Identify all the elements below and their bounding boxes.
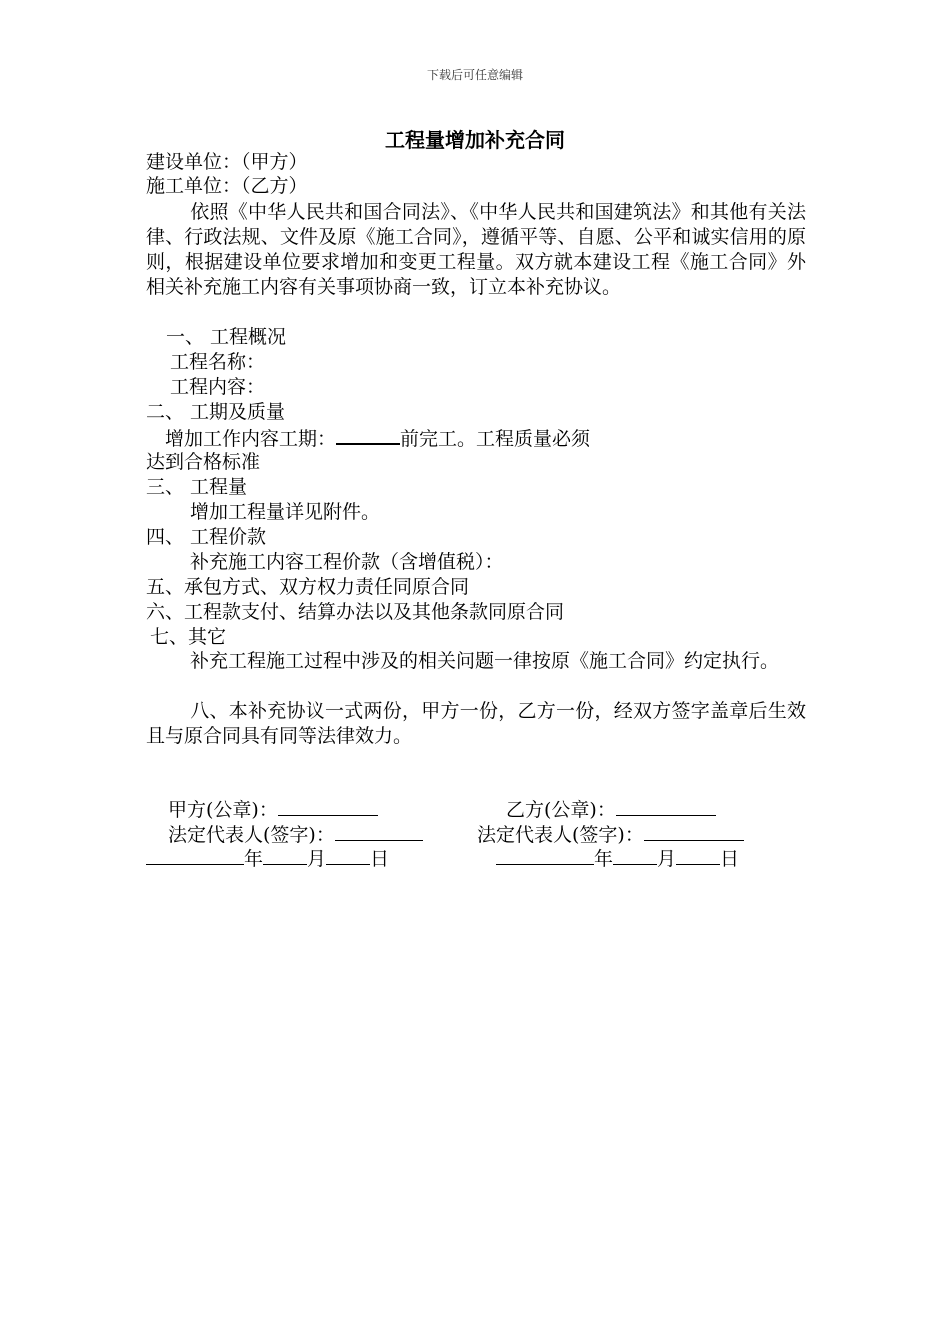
party-a-rep-blank [335,822,423,841]
schedule-label-tail: 前完工。工程质量必须 [400,428,591,450]
party-a-month-label: 月 [307,848,327,870]
party-b-rep-blank [644,822,744,841]
party-a-line: 建设单位：（甲方） [146,151,308,173]
section-7-body [146,649,806,674]
party-a-day-blank [326,846,370,865]
quality-standard: 达到合格标准 [146,451,261,473]
deadline-blank [336,425,400,445]
party-b-seal [506,797,716,822]
party-b-month-label: 月 [657,848,677,870]
party-a-seal-blank [278,797,378,816]
section-1-heading: 一、 工程概况 [166,326,287,348]
intro-paragraph [146,200,806,300]
schedule-label: 增加工作内容工期： [165,428,337,450]
party-a-date [146,846,389,871]
party-a-representative [168,822,423,847]
document-title: 工程量增加补充合同 [385,128,565,152]
party-a-year-label: 年 [244,848,264,870]
party-b-rep-label: 法定代表人(签字)： [477,824,644,846]
party-a-year-blank [146,846,244,865]
party-b-year-blank [496,846,594,865]
section-7-heading: 七、其它 [150,626,227,648]
party-a-day-label: 日 [370,848,390,870]
section-4-heading: 四、 工程价款 [146,526,267,548]
section-2-heading: 二、 工期及质量 [146,401,286,423]
section-3-heading: 三、 工程量 [146,476,248,498]
intro-text: 依照《中华人民共和国合同法》、《中华人民共和国建筑法》和其他有关法律、行政法规、文件及原《施工合同》，遵循平等、自愿、公平和诚实信用的原则，根据建设单位要求增加和变更工程量。双方就本建设工程《施工合同》外相关补充施工内容有关事项协商一致，订立本补充协议。 [146,201,806,298]
project-name-label: 工程名称： [170,351,266,373]
party-b-representative [477,822,744,847]
party-b-seal-blank [616,797,716,816]
party-b-year-label: 年 [594,848,614,870]
party-a-seal [168,797,378,822]
project-content-label: 工程内容： [170,376,266,398]
party-a-seal-label: 甲方(公章)： [168,799,278,821]
page-header: 下载后可任意编辑 [426,68,523,82]
party-b-month-blank [613,846,657,865]
party-a-month-blank [263,846,307,865]
section-7-text: 补充工程施工过程中涉及的相关问题一律按原《施工合同》约定执行。 [190,650,780,672]
party-b-day-blank [676,846,720,865]
party-b-seal-label: 乙方(公章)： [506,799,616,821]
party-a-rep-label: 法定代表人(签字)： [168,824,335,846]
party-b-date [496,846,739,871]
schedule-line [165,425,590,451]
section-3-body: 增加工程量详见附件。 [190,501,381,523]
section-5: 五、承包方式、双方权力责任同原合同 [146,576,470,598]
party-b-day-label: 日 [720,848,740,870]
party-b-line: 施工单位：（乙方） [146,175,308,197]
section-8-text: 八、本补充协议一式两份，甲方一份，乙方一份，经双方签字盖章后生效且与原合同具有同等法律效力。 [146,700,806,747]
section-8-body [146,699,806,749]
section-4-body: 补充施工内容工程价款（含增值税）： [190,551,504,573]
section-6: 六、工程款支付、结算办法以及其他条款同原合同 [146,601,565,623]
